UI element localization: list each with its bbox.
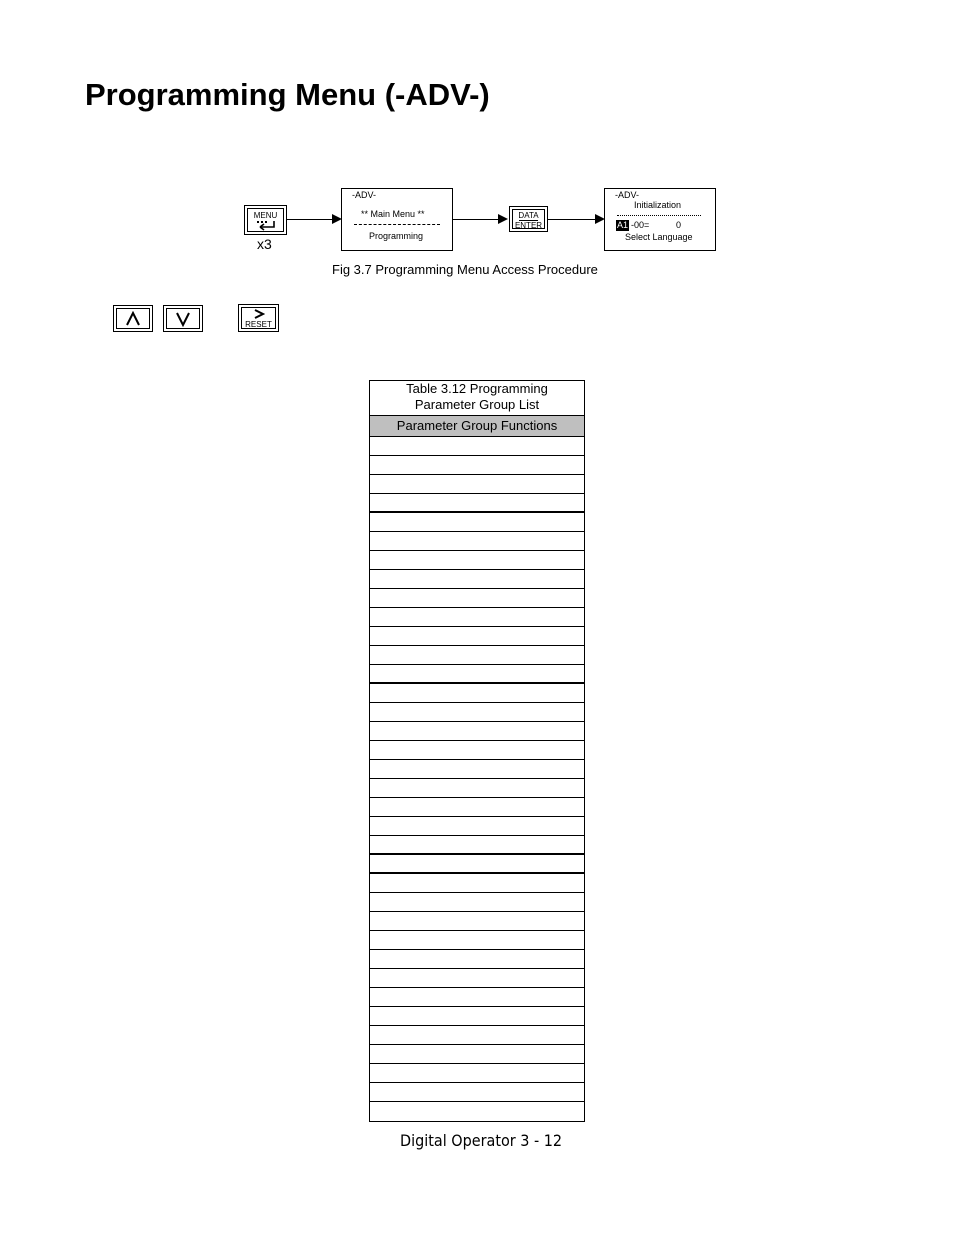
table-row [370,1102,584,1121]
page-title: Programming Menu (-ADV-) [85,77,490,112]
figure-caption: Fig 3.7 Programming Menu Access Procedure [332,262,598,277]
table-body [370,437,584,1121]
table-row [370,1064,584,1083]
lcd-initialization [604,188,716,251]
data-enter-key[interactable] [509,206,548,232]
table-row [370,665,584,684]
lcd-divider [617,215,701,216]
table-row [370,494,584,513]
table-row [370,570,584,589]
menu-key[interactable] [244,205,287,235]
table-row [370,475,584,494]
up-key[interactable] [113,305,153,332]
lcd-line-1: ** Main Menu ** [361,209,425,219]
table-row [370,931,584,950]
lcd-param-code: -00= [631,220,650,230]
table-row [370,836,584,855]
lcd-param-value: 0 [676,220,682,230]
down-key[interactable] [163,305,203,332]
table-row [370,589,584,608]
lcd-mode: -ADV- [615,190,640,200]
up-arrow-icon [125,311,141,327]
table-row [370,988,584,1007]
flow-arrow [287,219,333,220]
table-row [370,1007,584,1026]
table-header: Parameter Group Functions [370,416,584,437]
table-row [370,779,584,798]
table-row [370,1045,584,1064]
lcd-line-1: Initialization [634,200,682,210]
parameter-group-table [369,380,585,1122]
reset-key[interactable] [238,304,279,332]
press-count: x3 [257,236,272,252]
table-row [370,798,584,817]
table-row [370,722,584,741]
table-row [370,456,584,475]
table-row [370,760,584,779]
table-row [370,532,584,551]
table-row [370,437,584,456]
table-row [370,1026,584,1045]
table-row [370,684,584,703]
table-row [370,855,584,874]
table-row [370,627,584,646]
lcd-divider [354,224,440,225]
lcd-param-highlight: A1 [617,220,629,230]
flow-arrow [548,219,596,220]
down-arrow-icon [175,311,191,327]
lcd-line-2: Programming [369,231,424,241]
table-row [370,950,584,969]
lcd-line-3: Select Language [625,232,693,242]
table-row [370,874,584,893]
table-row [370,551,584,570]
table-row [370,608,584,627]
data-key-label: DATA [518,211,539,220]
menu-key-label: MENU [253,211,278,220]
flow-arrow [453,219,499,220]
enter-return-icon [256,220,278,232]
table-row [370,969,584,988]
lcd-mode: -ADV- [352,190,377,200]
table-row [370,741,584,760]
table-row [370,912,584,931]
table-row [370,817,584,836]
table-row [370,703,584,722]
right-arrow-icon [253,308,265,320]
table-row [370,893,584,912]
enter-key-label: ENTER [514,221,543,230]
page-footer: Digital Operator 3 - 12 [400,1131,563,1150]
table-caption-line-2: Parameter Group List [414,397,540,412]
table-row [370,1083,584,1102]
table-caption [370,381,584,416]
table-row [370,646,584,665]
arrow-head-icon [498,214,508,224]
reset-key-label: RESET [245,320,272,329]
table-row [370,513,584,532]
lcd-main-menu [341,188,453,251]
table-caption-line-1: Table 3.12 Programming [406,381,548,396]
